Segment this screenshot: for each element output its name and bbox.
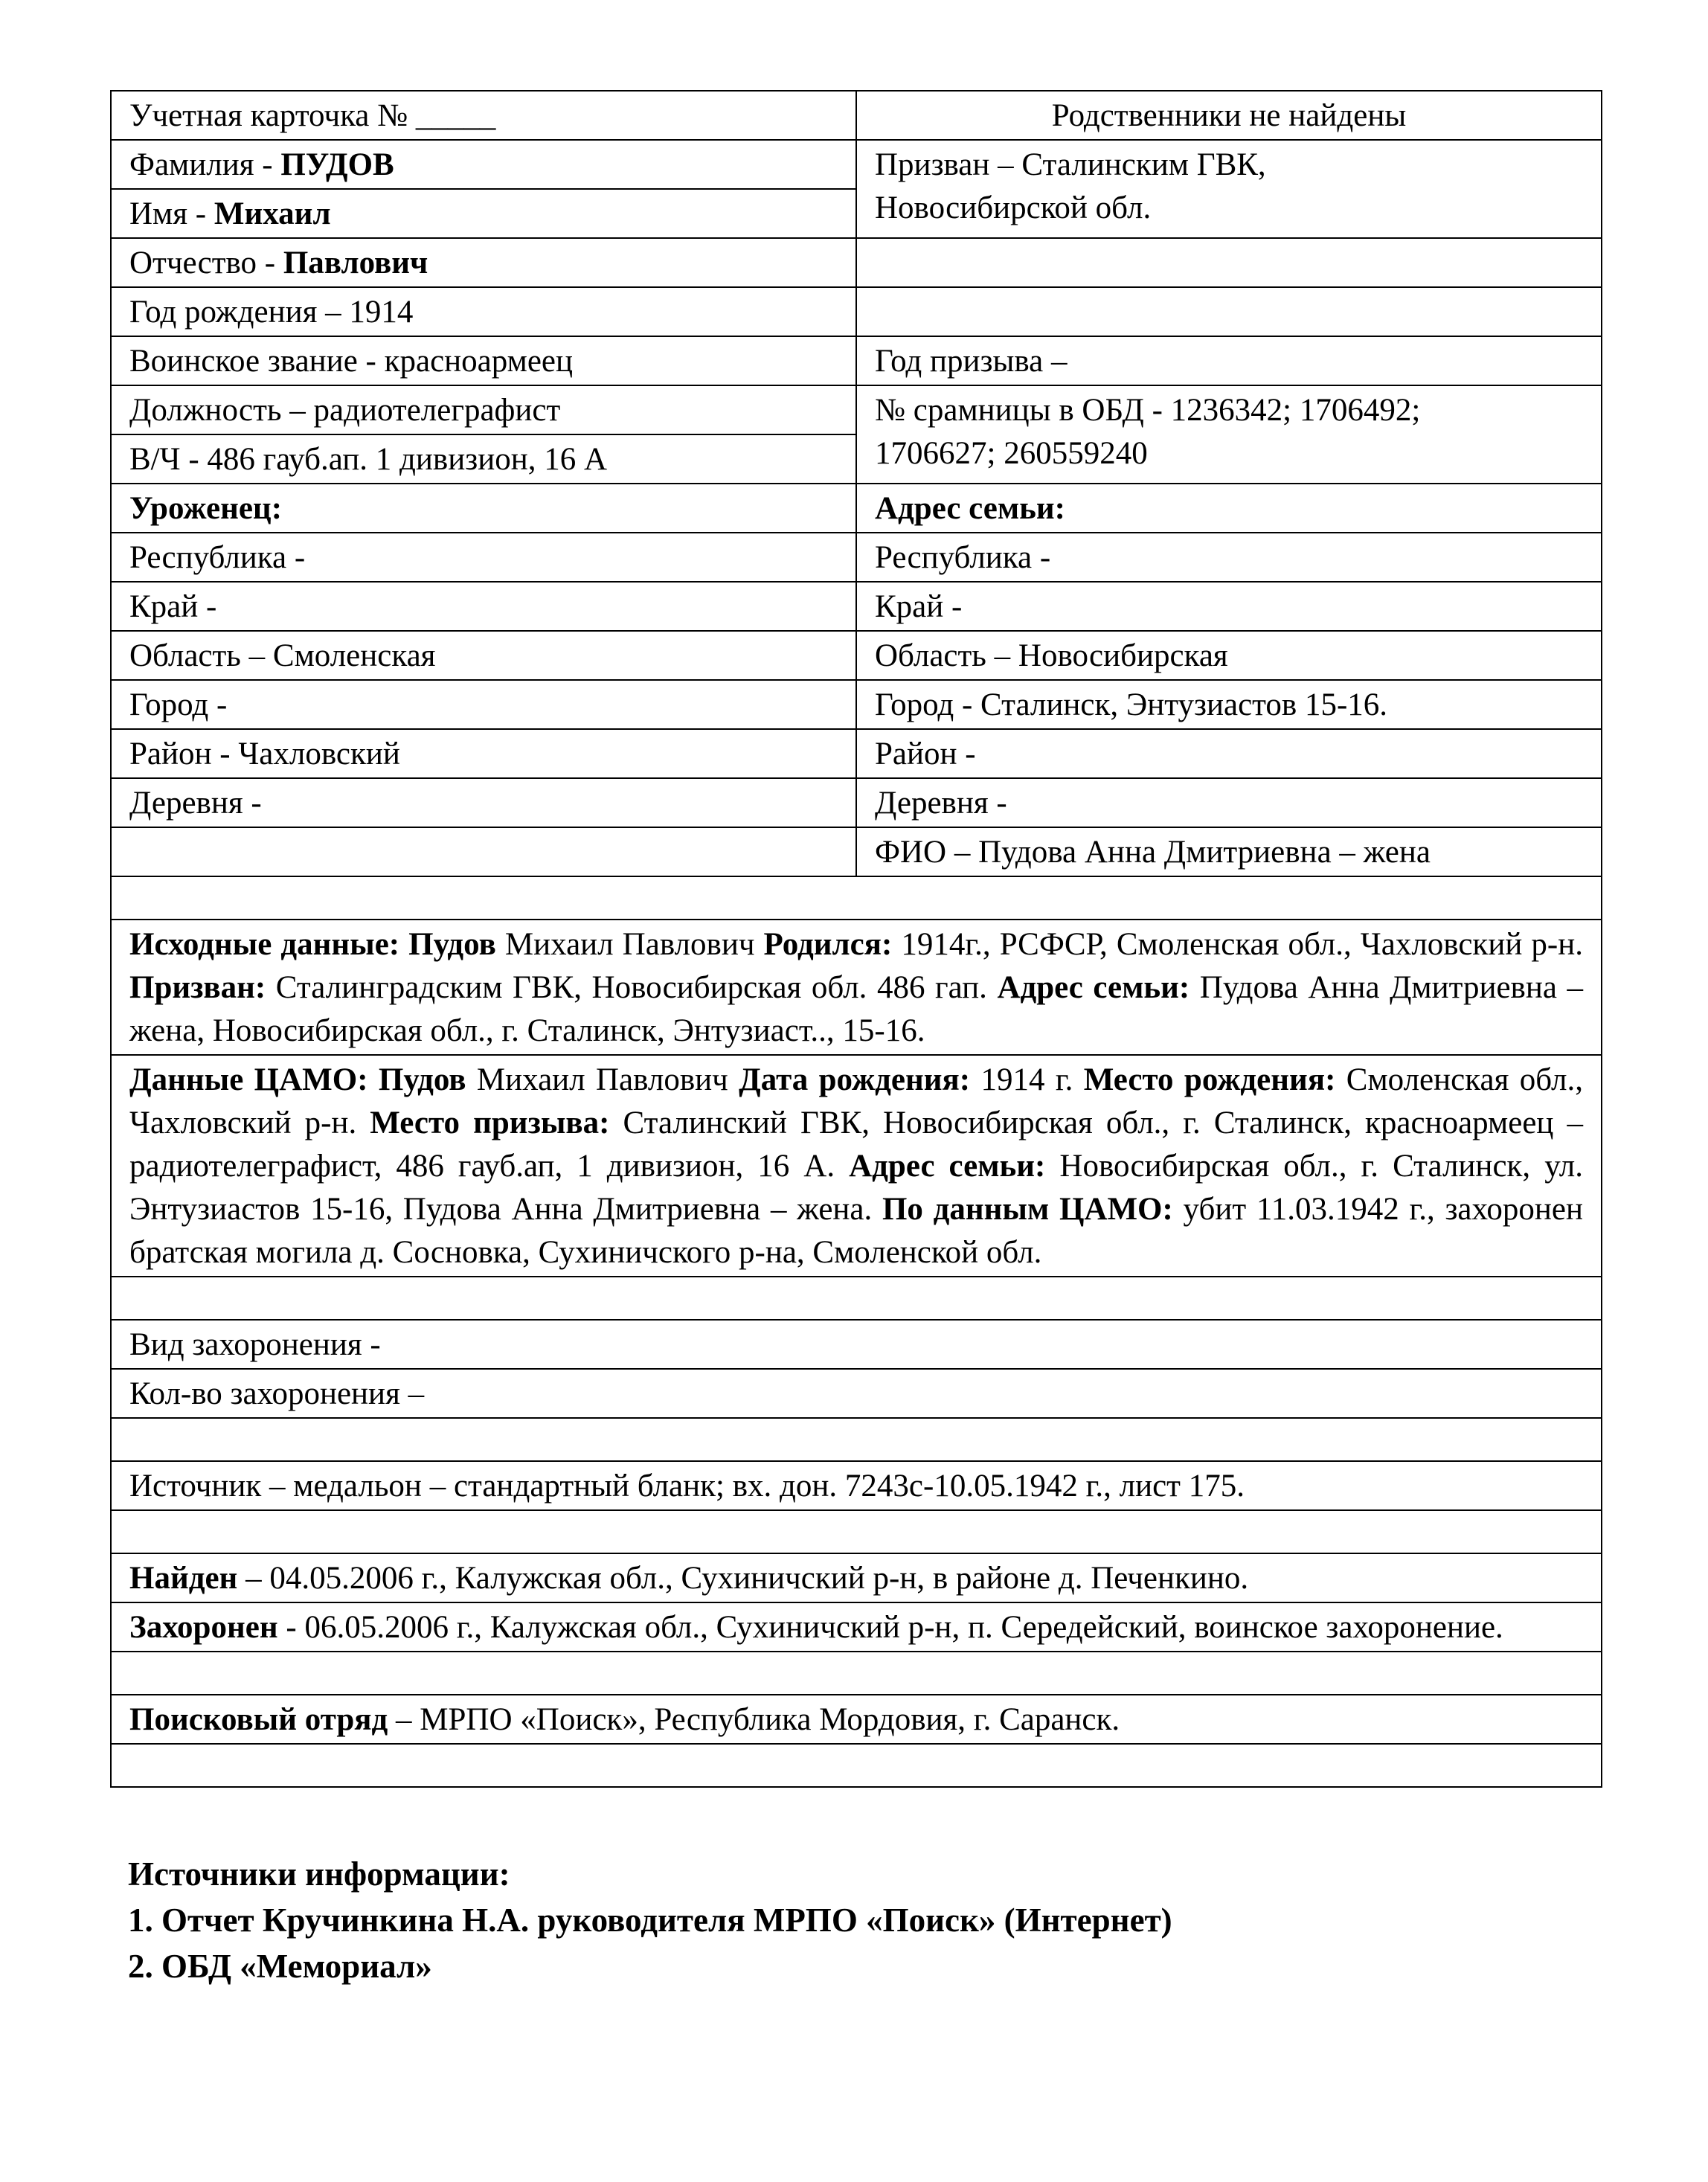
card-number-cell: Учетная карточка № _____: [111, 91, 856, 140]
position-cell: Должность – радиотелеграфист: [111, 385, 856, 434]
native-header: Уроженец:: [111, 484, 856, 533]
surname-value: ПУДОВ: [280, 147, 394, 182]
tsamo-data-cell: Данные ЦАМО: Пудов Михаил Павлович Дата рождения: 1914 г. Место рождения: Смоленская обл., Чахловский р-н. Место призыва: Сталинский ГВК, Новосибирская обл., г. Сталинск, красноармеец – радиотелеграфист, 486 гауб.ап, 1 дивизион, 16 А. Адрес семьи: Новосибирская обл., г. Сталинск, ул. Энтузиастов 15-16, Пудова Анна Дмитриевна – жена. По данным ЦАМО: убит 11.03.1942 г., захоронен братская могила д. Сосновка, Сухиничского р-на, Смоленской обл.: [111, 1055, 1602, 1277]
sources-section: [128, 1851, 1601, 1989]
sources-title: Источники информации:: [128, 1855, 510, 1893]
spacer-row: [111, 876, 1602, 920]
native-city: Город -: [111, 680, 856, 729]
burial-type-cell: Вид захоронения -: [111, 1320, 1602, 1369]
family-krai: Край -: [856, 582, 1602, 631]
source-item: 1. Отчет Кручинкина Н.А. руководителя МРПО «Поиск» (Интернет): [128, 1902, 1172, 1939]
family-republic: Республика -: [856, 533, 1602, 582]
relatives-status: Родственники не найдены: [856, 91, 1602, 140]
spacer-row: [111, 1418, 1602, 1461]
surname-cell: Фамилия - ПУДОВ: [111, 140, 856, 189]
spacer-row: [111, 1652, 1602, 1695]
buried-cell: Захоронен - 06.05.2006 г., Калужская обл., Сухиничский р-н, п. Середейский, воинское захоронение.: [111, 1602, 1602, 1652]
family-city: Город - Сталинск, Энтузиастов 15-16.: [856, 680, 1602, 729]
family-oblast: Область – Новосибирская: [856, 631, 1602, 680]
card-number-blank: _____: [415, 98, 496, 133]
found-cell: Найден – 04.05.2006 г., Калужская обл., Сухиничский р-н, в районе д. Печенкино.: [111, 1553, 1602, 1602]
family-district: Район -: [856, 729, 1602, 778]
name-cell: Имя - Михаил: [111, 189, 856, 238]
native-district: Район - Чахловский: [111, 729, 856, 778]
patronymic-value: Павлович: [283, 246, 428, 280]
search-team-cell: Поисковый отряд – МРПО «Поиск», Республика Мордовия, г. Саранск.: [111, 1695, 1602, 1744]
obd-numbers-cell: № срамницы в ОБД - 1236342; 1706492; 1706627; 260559240: [856, 385, 1602, 484]
family-fio: ФИО – Пудова Анна Дмитриевна – жена: [856, 827, 1602, 876]
unit-cell: В/Ч - 486 гауб.ап. 1 дивизион, 16 А: [111, 434, 856, 484]
draft-year-cell: Год призыва –: [856, 336, 1602, 385]
native-republic: Республика -: [111, 533, 856, 582]
empty-cell: [856, 238, 1602, 287]
native-village: Деревня -: [111, 778, 856, 827]
burial-count-cell: Кол-во захоронения –: [111, 1369, 1602, 1418]
empty-cell: [111, 827, 856, 876]
family-header: Адрес семьи:: [856, 484, 1602, 533]
spacer-row: [111, 1510, 1602, 1553]
rank-cell: Воинское звание - красноармеец: [111, 336, 856, 385]
initial-data-cell: Исходные данные: Пудов Михаил Павлович Родился: 1914г., РСФСР, Смоленская обл., Чахловский р-н. Призван: Сталинградским ГВК, Новосибирская обл. 486 гап. Адрес семьи: Пудова Анна Дмитриевна – жена, Новосибирская обл., г. Сталинск, Энтузиаст.., 15-16.: [111, 920, 1602, 1055]
patronymic-cell: Отчество - Павлович: [111, 238, 856, 287]
family-village: Деревня -: [856, 778, 1602, 827]
native-krai: Край -: [111, 582, 856, 631]
spacer-row: [111, 1277, 1602, 1320]
drafted-cell: Призван – Сталинским ГВК, Новосибирской обл.: [856, 140, 1602, 238]
birth-year-cell: Год рождения – 1914: [111, 287, 856, 336]
empty-cell: [856, 287, 1602, 336]
name-value: Михаил: [214, 196, 331, 231]
source-cell: Источник – медальон – стандартный бланк; вх. дон. 7243с-10.05.1942 г., лист 175.: [111, 1461, 1602, 1510]
record-card: [110, 90, 1602, 1788]
native-oblast: Область – Смоленская: [111, 631, 856, 680]
source-item: 2. ОБД «Мемориал»: [128, 1948, 432, 1985]
spacer-row: [111, 1744, 1602, 1787]
